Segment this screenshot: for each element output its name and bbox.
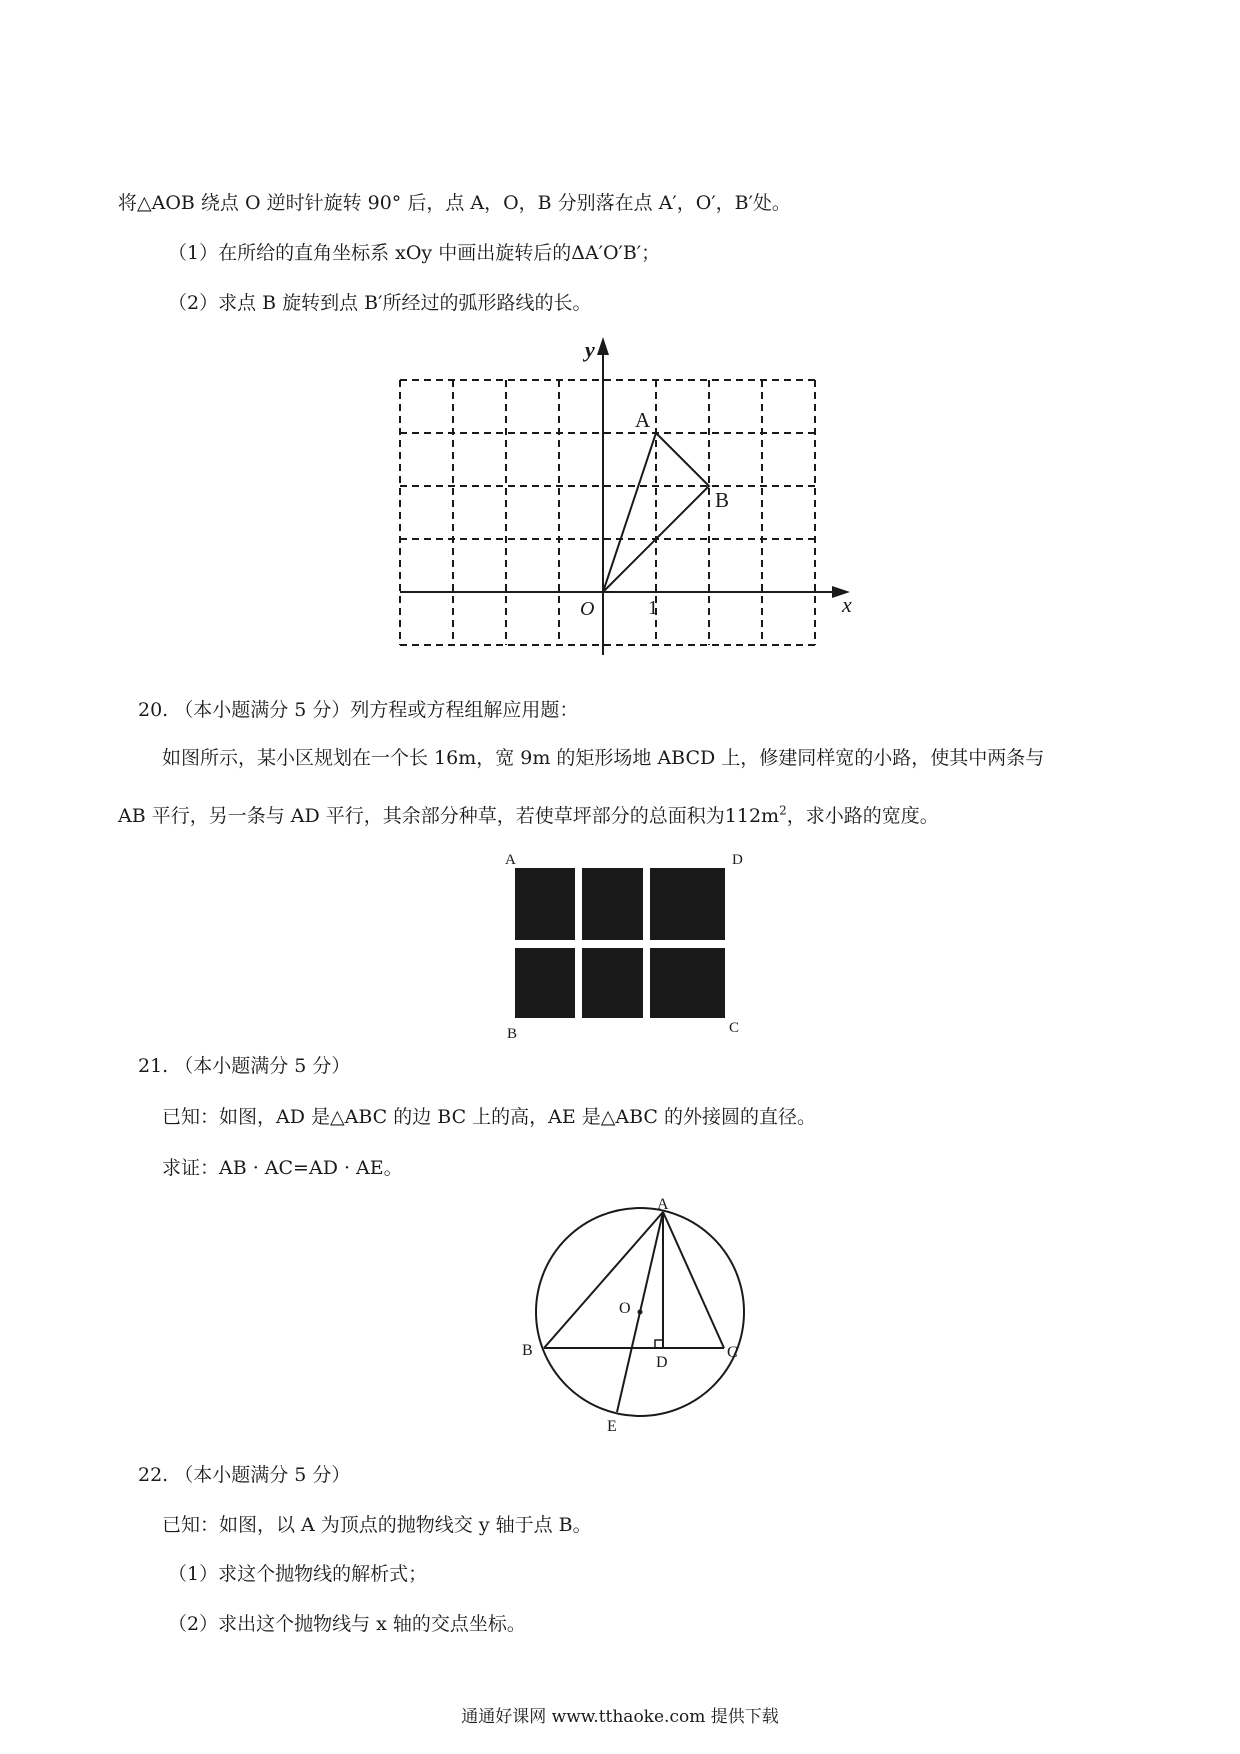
p22-question-2: （2）求出这个抛物线与 x 轴的交点坐标。 [168, 1613, 526, 1635]
vertex-c-label: C [727, 1344, 738, 1361]
p20-header: 20. （本小题满分 5 分）列方程或方程组解应用题： [138, 699, 579, 721]
vertex-b-label: B [522, 1342, 533, 1359]
p22-question-1: （1）求这个抛物线的解析式； [168, 1563, 428, 1585]
p19-intro: 将△AOB 绕点 O 逆时针旋转 90° 后，点 A，O，B 分别落在点 A′，O′，B′处。 [118, 192, 791, 214]
p20-line-2: AB 平行，另一条与 AD 平行，其余部分种草，若使草坪部分的总面积为$112m^2$，求小路的宽度。 [118, 803, 939, 827]
p21-given: 已知：如图，AD 是△ABC 的边 BC 上的高，AE 是△ABC 的外接圆的直径。 [162, 1106, 817, 1128]
page-footer: 通通好课网 www.tthaoke.com 提供下载 [461, 1707, 779, 1727]
p21-prove: 求证：AB · AC=AD · AE。 [162, 1157, 403, 1179]
p22-given: 已知：如图，以 A 为顶点的抛物线交 y 轴于点 B。 [162, 1514, 592, 1536]
foot-d-label: D [656, 1354, 668, 1371]
dashed-grid [400, 380, 815, 645]
center-o-label: O [619, 1300, 631, 1317]
p22-header: 22. （本小题满分 5 分） [138, 1464, 351, 1486]
point-e-label: E [607, 1418, 617, 1435]
center-point [638, 1310, 643, 1315]
unit-label: 1 [648, 597, 658, 619]
p19-question-1: （1）在所给的直角坐标系 xOy 中画出旋转后的ΔA′O′B′； [168, 242, 661, 264]
p20-line-1: 如图所示，某小区规划在一个长 16m，宽 9m 的矩形场地 ABCD 上，修建同样宽的小路，使其中两条与 [162, 747, 1045, 769]
circumcircle-figure [515, 1195, 765, 1435]
corner-b-label: B [507, 1026, 518, 1040]
side-ab [544, 1212, 663, 1348]
corner-d-label: D [732, 852, 743, 868]
y-axis-label: y [585, 337, 595, 362]
point-a-label: A [635, 408, 651, 432]
corner-c-label: C [729, 1020, 740, 1036]
path-parallel-ab-2 [643, 868, 650, 1018]
rectangle-field-figure [495, 850, 755, 1040]
p19-question-2: （2）求点 B 旋转到点 B′所经过的弧形路线的长。 [168, 292, 592, 314]
corner-a-label: A [505, 852, 516, 868]
right-angle-mark-icon [655, 1340, 663, 1348]
path-parallel-ab-1 [575, 868, 582, 1018]
path-parallel-ad [515, 940, 725, 948]
side-ac [663, 1212, 724, 1348]
rotation-grid-figure [380, 335, 870, 655]
y-axis-arrow-icon [597, 337, 609, 355]
point-b-label: B [715, 488, 730, 512]
x-axis-label: x [842, 592, 852, 617]
p21-header: 21. （本小题满分 5 分） [138, 1055, 351, 1077]
origin-label: O [580, 598, 595, 620]
vertex-a-label: A [657, 1196, 669, 1213]
